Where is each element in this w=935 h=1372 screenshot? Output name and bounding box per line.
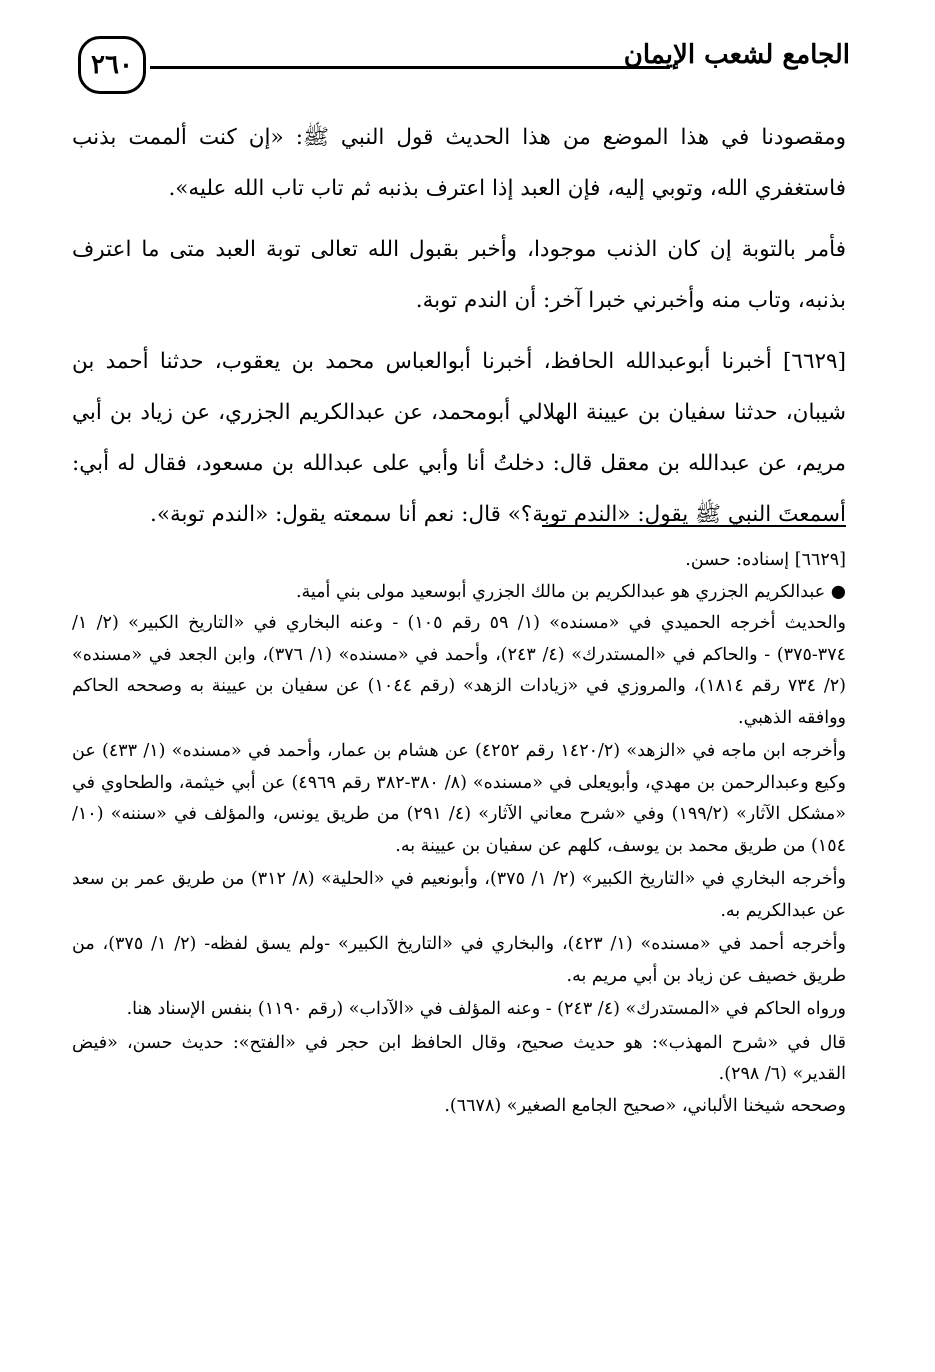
footnote-takhrij-4: وأخرجه أحمد في «مسنده» (١/ ٤٢٣)، والبخاري في «التاريخ الكبير» -ولم يسق لفظه- (٢/ ١/ ٣٧٥)، من طريق خصيف عن زياد بن أبي مريم به. (72, 934, 846, 986)
page-header (60, 30, 850, 100)
paragraph-hadith-6629: [٦٦٢٩] أخبرنا أبوعبدالله الحافظ، أخبرنا أبوالعباس محمد بن يعقوب، حدثنا أحمد بن شيبان، حدثنا سفيان بن عيينة الهلالي أبومحمد، عن عبدالكريم الجزري، عن زياد بن أبي مريم، عن عبدالله بن معقل قال: دخلتُ أنا وأبي على عبدالله بن مسعود، فقال له أبي: أسمعتَ النبي ﷺ يقول: «الندم توبة؟» قال: نعم أنا سمعته يقول: «الندم توبة». (72, 349, 846, 527)
paragraph-repentance: فأمر بالتوبة إن كان الذنب موجودا، وأخبر بقبول الله تعالى توبة العبد متى ما اعترف بذنبه، وتاب منه وأخبرني خبرا آخر: أن الندم توبة. (72, 237, 846, 313)
footnote-grading-quotes: قال في «شرح المهذب»: هو حديث صحيح، وقال الحافظ ابن حجر في «الفتح»: حديث حسن، «فيض القدير» (٦/ ٢٩٨). (72, 1032, 846, 1084)
paragraph-intent: ومقصودنا في هذا الموضع من هذا الحديث قول النبي ﷺ: «إن كنت ألممت بذنب فاستغفري الله، وتوبي إليه، فإن العبد إذا اعترف بذنبه ثم تاب تاب الله عليه». (72, 125, 846, 201)
main-text (72, 112, 846, 540)
footnote-separator (542, 525, 846, 527)
header-rule (150, 66, 670, 69)
running-title: الجامع لشعب الإيمان (623, 40, 850, 70)
footnotes (72, 545, 846, 1122)
footnote-takhrij-2: وأخرجه ابن ماجه في «الزهد» (١٤٢٠/٢ رقم ٤٢٥٢) عن هشام بن عمار، وأحمد في «مسنده» (١/ ٤٣٣) عن وكيع وعبدالرحمن بن مهدي، وأبويعلى في «مسنده» (٨/ ٣٨٠-٣٨٢ رقم ٤٩٦٩) عن أبي خيثمة، والطحاوي في «مشكل الآثار» (١٩٩/٢) وفي «شرح معاني الآثار» (٤/ ٢٩١) من طريق يونس، والمؤلف في «سننه» (١٠/ ١٥٤) من طريق محمد بن يوسف، كلهم عن سفيان بن عيينة به. (72, 741, 847, 856)
footnote-grade: [٦٦٢٩] إسناده: حسن. (685, 550, 846, 570)
footnote-albani: وصححه شيخنا الألباني، «صحيح الجامع الصغير» (٦٦٧٨). (444, 1095, 846, 1116)
footnote-takhrij-1: والحديث أخرجه الحميدي في «مسنده» (١/ ٥٩ رقم ١٠٥) - وعنه البخاري في «التاريخ الكبير» (٢/ ١/ ٣٧٤-٣٧٥) - والحاكم في «المستدرك» (٤/ ٢٤٣)، وأحمد في «مسنده» (١/ ٣٧٦)، وابن الجعد في «مسنده» (٢/ ٧٣٤ رقم ١٨١٤)، والمروزي في «زيادات الزهد» (رقم ١٠٤٤) عن سفيان بن عيينة به وصححه الحاكم ووافقه الذهبي. (72, 613, 846, 728)
footnote-narrator: ● عبدالكريم الجزري هو عبدالكريم بن مالك الجزري أبوسعيد مولى بني أمية. (295, 581, 846, 602)
page-number: ٢٦٠ (78, 36, 146, 94)
footnote-takhrij-3: وأخرجه البخاري في «التاريخ الكبير» (٢/ ١/ ٣٧٥)، وأبونعيم في «الحلية» (٨/ ٣١٢) من طريق عمر بن سعد عن عبدالكريم به. (72, 869, 846, 921)
footnote-takhrij-5: ورواه الحاكم في «المستدرك» (٤/ ٢٤٣) - وعنه المؤلف في «الآداب» (رقم ١١٩٠) بنفس الإسناد هنا. (126, 999, 846, 1019)
